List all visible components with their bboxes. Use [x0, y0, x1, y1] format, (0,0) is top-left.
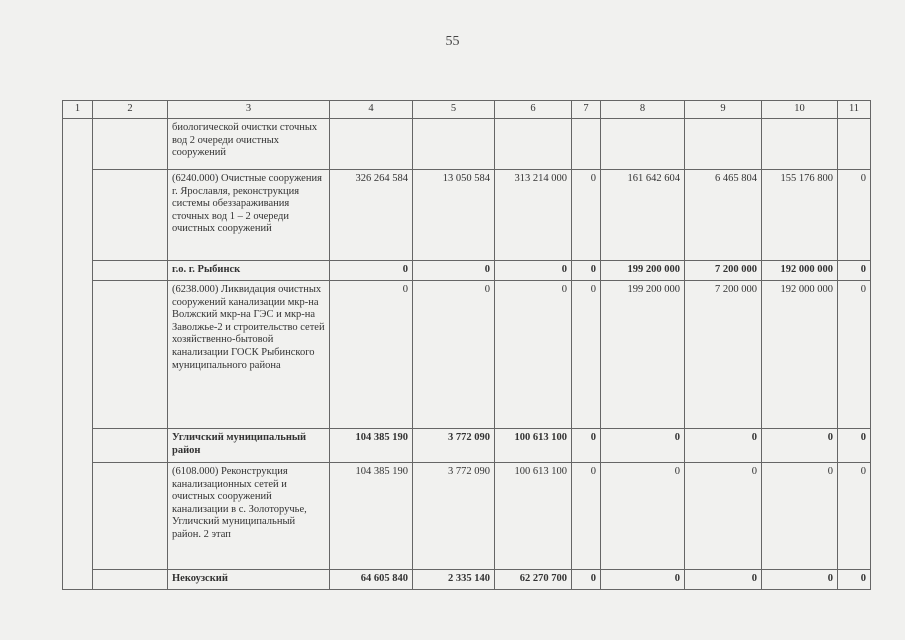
description-cell: Угличский муниципальный район	[168, 429, 330, 463]
value-cell: 161 642 604	[601, 170, 685, 261]
value-cell: 0	[838, 429, 871, 463]
value-cell: 100 613 100	[495, 463, 572, 570]
value-cell: 0	[601, 570, 685, 590]
value-cell: 155 176 800	[762, 170, 838, 261]
value-cell: 62 270 700	[495, 570, 572, 590]
value-cell: 13 050 584	[413, 170, 495, 261]
column-2-cell	[93, 170, 168, 261]
value-cell: 0	[413, 281, 495, 429]
table-header-row	[63, 101, 871, 119]
value-cell	[572, 119, 601, 170]
header-cell: 4	[330, 101, 413, 119]
header-cell: 9	[685, 101, 762, 119]
value-cell: 0	[838, 170, 871, 261]
value-cell: 0	[330, 281, 413, 429]
column-1-cell	[63, 119, 93, 590]
table-row	[63, 261, 871, 281]
header-cell: 5	[413, 101, 495, 119]
table-row	[63, 429, 871, 463]
header-cell: 7	[572, 101, 601, 119]
column-2-cell	[93, 119, 168, 170]
value-cell: 104 385 190	[330, 429, 413, 463]
value-cell: 0	[495, 261, 572, 281]
description-cell: г.о. г. Рыбинск	[168, 261, 330, 281]
value-cell: 192 000 000	[762, 281, 838, 429]
value-cell: 0	[762, 570, 838, 590]
value-cell: 313 214 000	[495, 170, 572, 261]
column-2-cell	[93, 429, 168, 463]
value-cell: 64 605 840	[330, 570, 413, 590]
value-cell: 0	[838, 570, 871, 590]
value-cell: 2 335 140	[413, 570, 495, 590]
value-cell: 0	[572, 281, 601, 429]
value-cell: 7 200 000	[685, 281, 762, 429]
value-cell: 3 772 090	[413, 429, 495, 463]
value-cell: 192 000 000	[762, 261, 838, 281]
header-cell: 6	[495, 101, 572, 119]
table-row	[63, 281, 871, 429]
value-cell: 0	[838, 463, 871, 570]
value-cell: 0	[838, 261, 871, 281]
value-cell	[413, 119, 495, 170]
page-number: 55	[445, 34, 460, 49]
value-cell: 326 264 584	[330, 170, 413, 261]
value-cell: 0	[572, 570, 601, 590]
value-cell: 3 772 090	[413, 463, 495, 570]
value-cell: 0	[685, 570, 762, 590]
value-cell: 7 200 000	[685, 261, 762, 281]
column-2-cell	[93, 570, 168, 590]
value-cell	[762, 119, 838, 170]
value-cell: 199 200 000	[601, 281, 685, 429]
header-cell: 2	[93, 101, 168, 119]
value-cell: 0	[762, 429, 838, 463]
description-cell: (6238.000) Ликвидация очистных сооружений канализации мкр-на Волжский мкр-на ГЭС и мкр-на Заволжье-2 и строительство сетей хозяйственно-бытовой канализации ГОСК Рыбинского муниципального района	[168, 281, 330, 429]
value-cell: 100 613 100	[495, 429, 572, 463]
value-cell: 0	[601, 429, 685, 463]
budget-table	[62, 100, 871, 590]
table-row	[63, 463, 871, 570]
value-cell: 104 385 190	[330, 463, 413, 570]
value-cell: 6 465 804	[685, 170, 762, 261]
header-cell: 10	[762, 101, 838, 119]
description-cell: биологической очистки сточных вод 2 очереди очистных сооружений	[168, 119, 330, 170]
value-cell: 0	[601, 463, 685, 570]
value-cell: 0	[413, 261, 495, 281]
header-cell: 11	[838, 101, 871, 119]
value-cell: 0	[572, 261, 601, 281]
value-cell: 0	[495, 281, 572, 429]
header-cell: 8	[601, 101, 685, 119]
value-cell: 0	[572, 429, 601, 463]
column-2-cell	[93, 261, 168, 281]
value-cell	[838, 119, 871, 170]
value-cell: 199 200 000	[601, 261, 685, 281]
value-cell	[685, 119, 762, 170]
value-cell: 0	[762, 463, 838, 570]
value-cell	[330, 119, 413, 170]
value-cell: 0	[330, 261, 413, 281]
table-row	[63, 570, 871, 590]
table-row	[63, 119, 871, 170]
column-2-cell	[93, 463, 168, 570]
description-cell: Некоузский	[168, 570, 330, 590]
description-cell: (6240.000) Очистные сооружения г. Ярославля, реконструкция системы обеззараживания сточных вод 1 – 2 очереди очистных сооружений	[168, 170, 330, 261]
header-cell: 1	[63, 101, 93, 119]
value-cell: 0	[685, 429, 762, 463]
value-cell: 0	[572, 170, 601, 261]
value-cell	[495, 119, 572, 170]
value-cell	[601, 119, 685, 170]
table-row	[63, 170, 871, 261]
value-cell: 0	[572, 463, 601, 570]
header-cell: 3	[168, 101, 330, 119]
column-2-cell	[93, 281, 168, 429]
description-cell: (6108.000) Реконструкция канализационных сетей и очистных сооружений канализации в с. Золоторучье, Угличский муниципальный район. 2 этап	[168, 463, 330, 570]
value-cell: 0	[838, 281, 871, 429]
value-cell: 0	[685, 463, 762, 570]
